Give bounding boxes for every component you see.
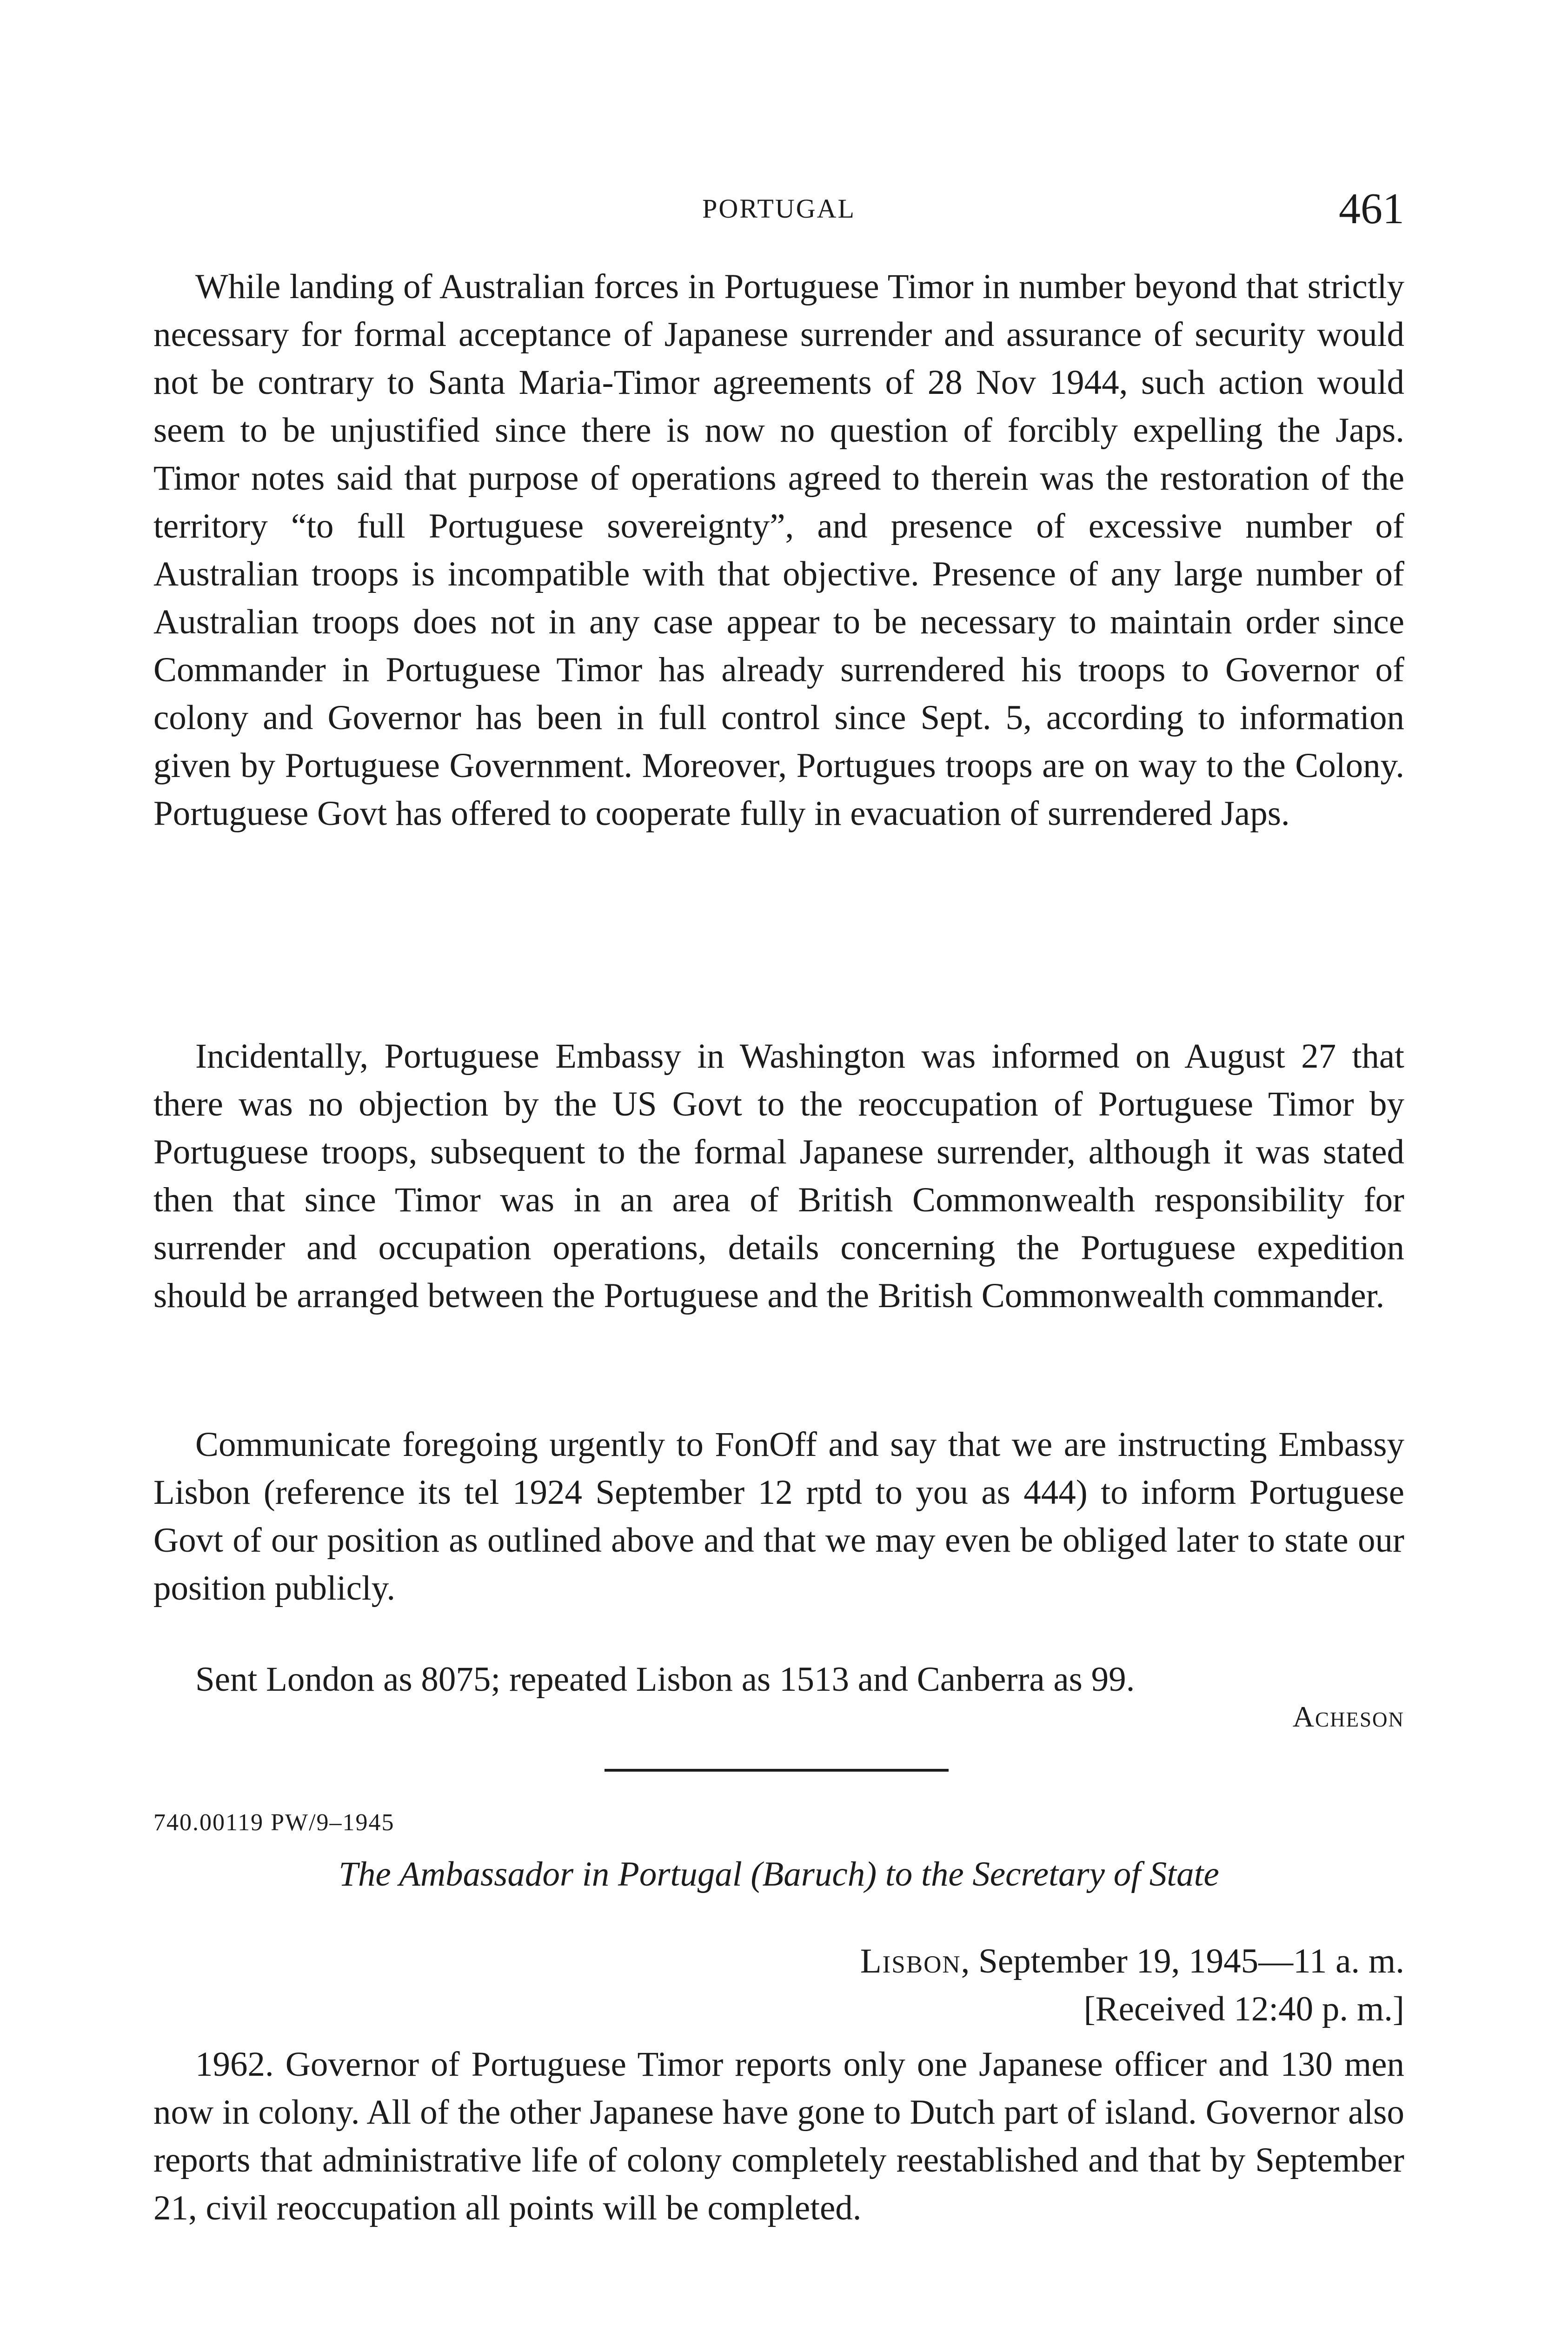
file-reference: 740.00119 PW/9–1945: [153, 1809, 395, 1836]
body-paragraph: [153, 2040, 1404, 2232]
body-paragraph: [153, 1421, 1404, 1612]
received-note: [Received 12:40 p. m.]: [1083, 1990, 1404, 2028]
body-paragraph: [153, 1655, 1404, 1703]
running-title: PORTUGAL: [702, 193, 856, 224]
paragraph-text: While landing of Australian forces in Portuguese Timor in number beyond that strictly necessary for formal acceptance of Japanese surrender and assurance of security would not be contrary to Santa Maria-Timor agreements of 28 Nov 1944, such action would seem to be unjustified since there is now no question of forcibly expelling the Japs. Timor notes said that purpose of operations agreed to therein was the restoration of the territory “to full Portuguese sovereignty”, and presence of excessive number of Australian troops is incompatible with that objective. Presence of any large number of Australian troops does not in any case appear to be necessary to maintain order since Commander in Portuguese Timor has already surrendered his troops to Governor of colony and Governor has been in full control since Sept. 5, according to information given by Portuguese Government. Moreover, Portugues troops are on way to the Colony. Portuguese Govt has offered to cooperate fully in evacuation of surrendered Japs.: [153, 267, 1404, 833]
running-header: [153, 184, 1404, 235]
page-number: 461: [1339, 185, 1404, 233]
paragraph-text: Communicate foregoing urgently to FonOff and say that we are instructing Embassy Lisbon (reference its tel 1924 September 12 rptd to you as 444) to inform Portuguese Govt of our position as outlined above and that we may even be obliged later to state our position publicly.: [153, 1425, 1404, 1608]
paragraph-text: Sent London as 8075; repeated Lisbon as 1513 and Canberra as 99.: [195, 1660, 1135, 1699]
body-paragraph: [153, 263, 1404, 837]
dateline: [860, 1941, 1404, 1981]
section-divider: [605, 1769, 949, 1772]
paragraph-text: Incidentally, Portuguese Embassy in Washington was informed on August 27 that there was no objection by the US Govt to the reoccupation of Portuguese Timor by Portuguese troops, subsequent to the formal Japanese surrender, although it was stated then that since Timor was in an area of British Commonwealth responsibility for surrender and occupation operations, details concerning the Portuguese expedition should be arranged between the Portuguese and the British Commonwealth commander.: [153, 1037, 1404, 1315]
dateline-place: Lisbon: [860, 1942, 961, 1980]
signature: Acheson: [1292, 1700, 1404, 1733]
body-paragraph: [153, 1032, 1404, 1320]
dateline-date: , September 19, 1945—11 a. m.: [961, 1942, 1404, 1980]
paragraph-text: 1962. Governor of Portuguese Timor reports only one Japanese officer and 130 men now in colony. All of the other Japanese have gone to Dutch part of island. Governor also reports that administrative life of colony completely reestablished and that by September 21, civil reoccupation all points will be completed.: [153, 2045, 1404, 2227]
document-title: The Ambassador in Portugal (Baruch) to the Secretary of State: [339, 1855, 1219, 1893]
